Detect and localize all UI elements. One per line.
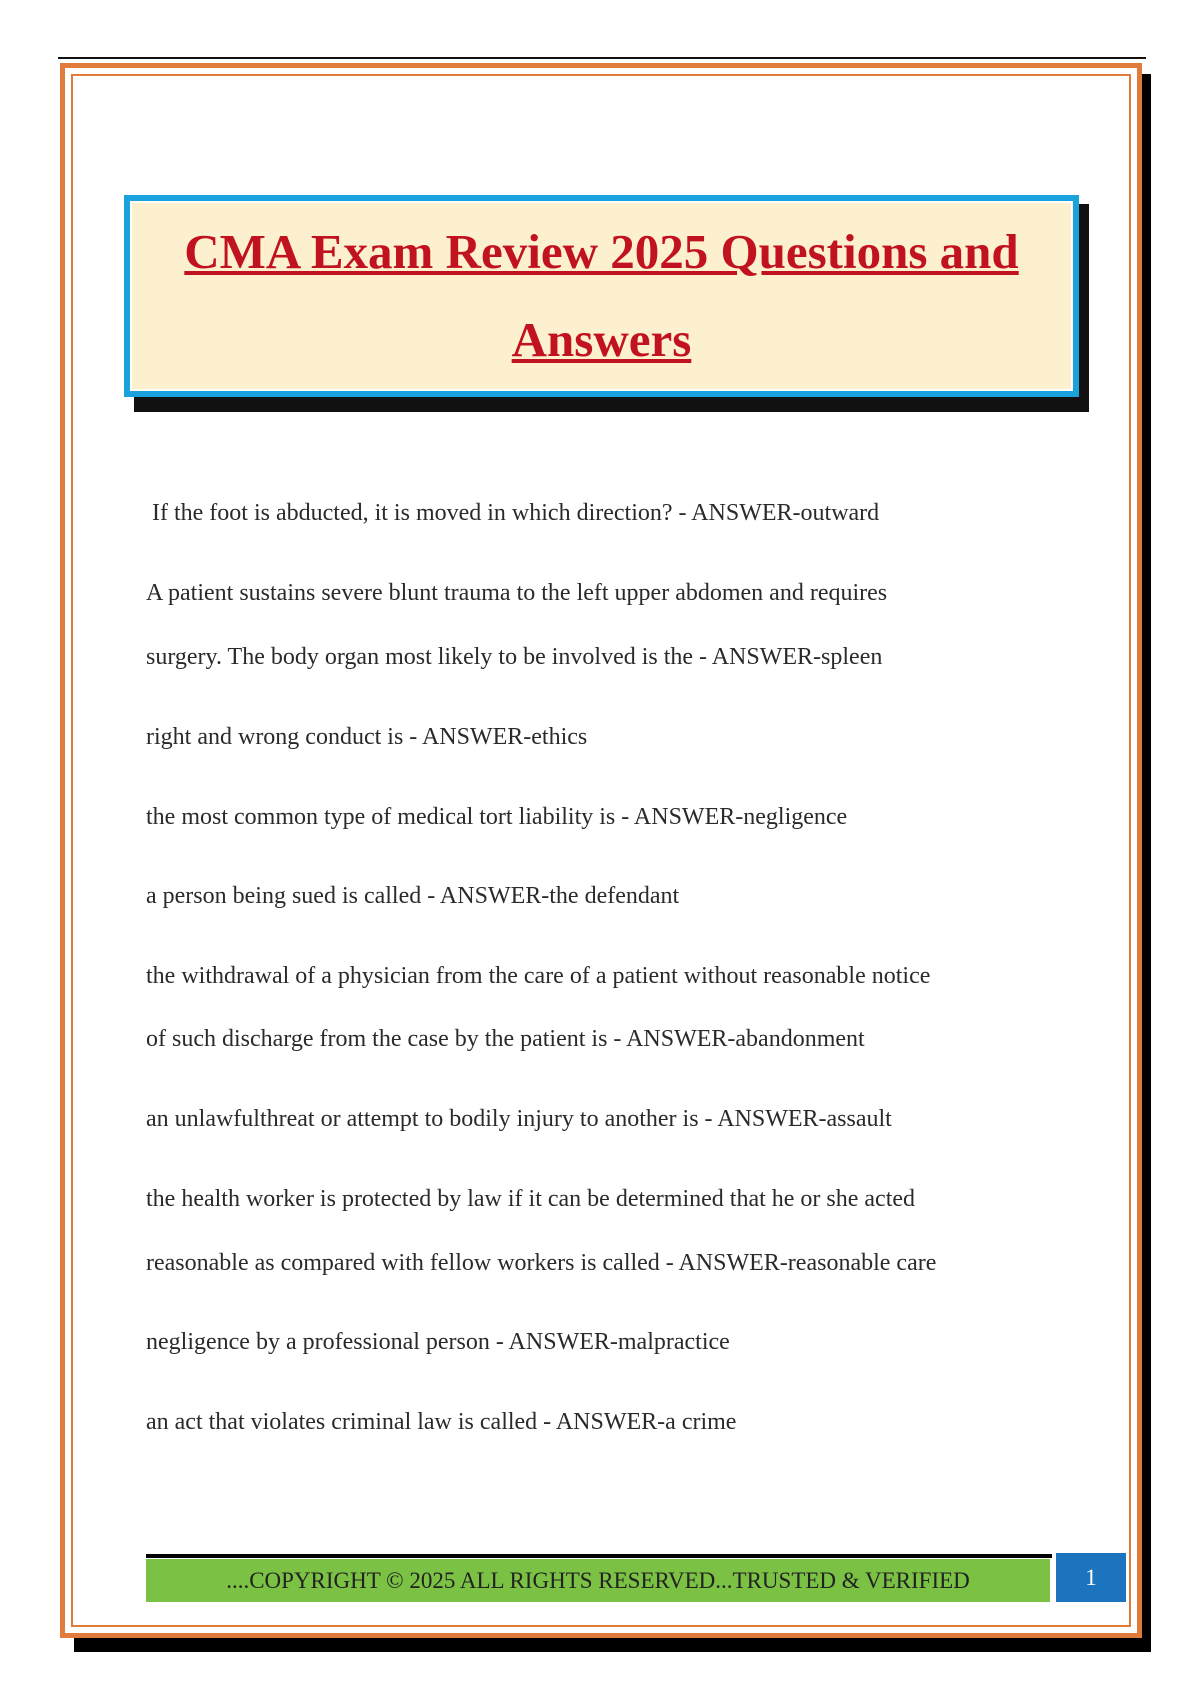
qa-line-8: of such discharge from the case by the patient is - ANSWER-abandonment	[146, 1026, 865, 1052]
qa-line-12: negligence by a professional person - ANSWER-malpractice	[146, 1329, 730, 1355]
qa-line-4: right and wrong conduct is - ANSWER-ethics	[146, 724, 588, 750]
title-inner	[130, 201, 1073, 391]
qa-line-6: a person being sued is called - ANSWER-the defendant	[146, 883, 680, 909]
qa-line-13: an act that violates criminal law is called - ANSWER-a crime	[146, 1409, 737, 1435]
title-line-1: CMA Exam Review 2025 Questions and	[184, 224, 1019, 279]
footer-bar	[146, 1559, 1050, 1602]
top-rule	[58, 57, 1146, 59]
title-line-2: Answers	[511, 312, 692, 367]
qa-line-11: reasonable as compared with fellow workers is called - ANSWER-reasonable care	[146, 1250, 937, 1276]
footer-rule	[146, 1554, 1052, 1558]
qa-line-9: an unlawfulthreat or attempt to bodily injury to another is - ANSWER-assault	[146, 1106, 892, 1132]
page-number-badge	[1056, 1553, 1126, 1602]
copyright-text: ....COPYRIGHT © 2025 ALL RIGHTS RESERVED...TRUSTED & VERIFIED	[226, 1567, 970, 1593]
page-number: 1	[1085, 1564, 1097, 1590]
page-title	[184, 208, 1018, 384]
qa-line-3: surgery. The body organ most likely to be involved is the - ANSWER-spleen	[146, 644, 883, 670]
title-box	[124, 195, 1079, 397]
qa-line-7: the withdrawal of a physician from the care of a patient without reasonable notice	[146, 963, 931, 989]
qa-line-5: the most common type of medical tort liability is - ANSWER-negligence	[146, 804, 848, 830]
qa-line-10: the health worker is protected by law if it can be determined that he or she acted	[146, 1186, 916, 1212]
qa-line-2: A patient sustains severe blunt trauma to the left upper abdomen and requires	[146, 580, 888, 606]
qa-line-1: If the foot is abducted, it is moved in which direction? - ANSWER-outward	[152, 500, 880, 526]
